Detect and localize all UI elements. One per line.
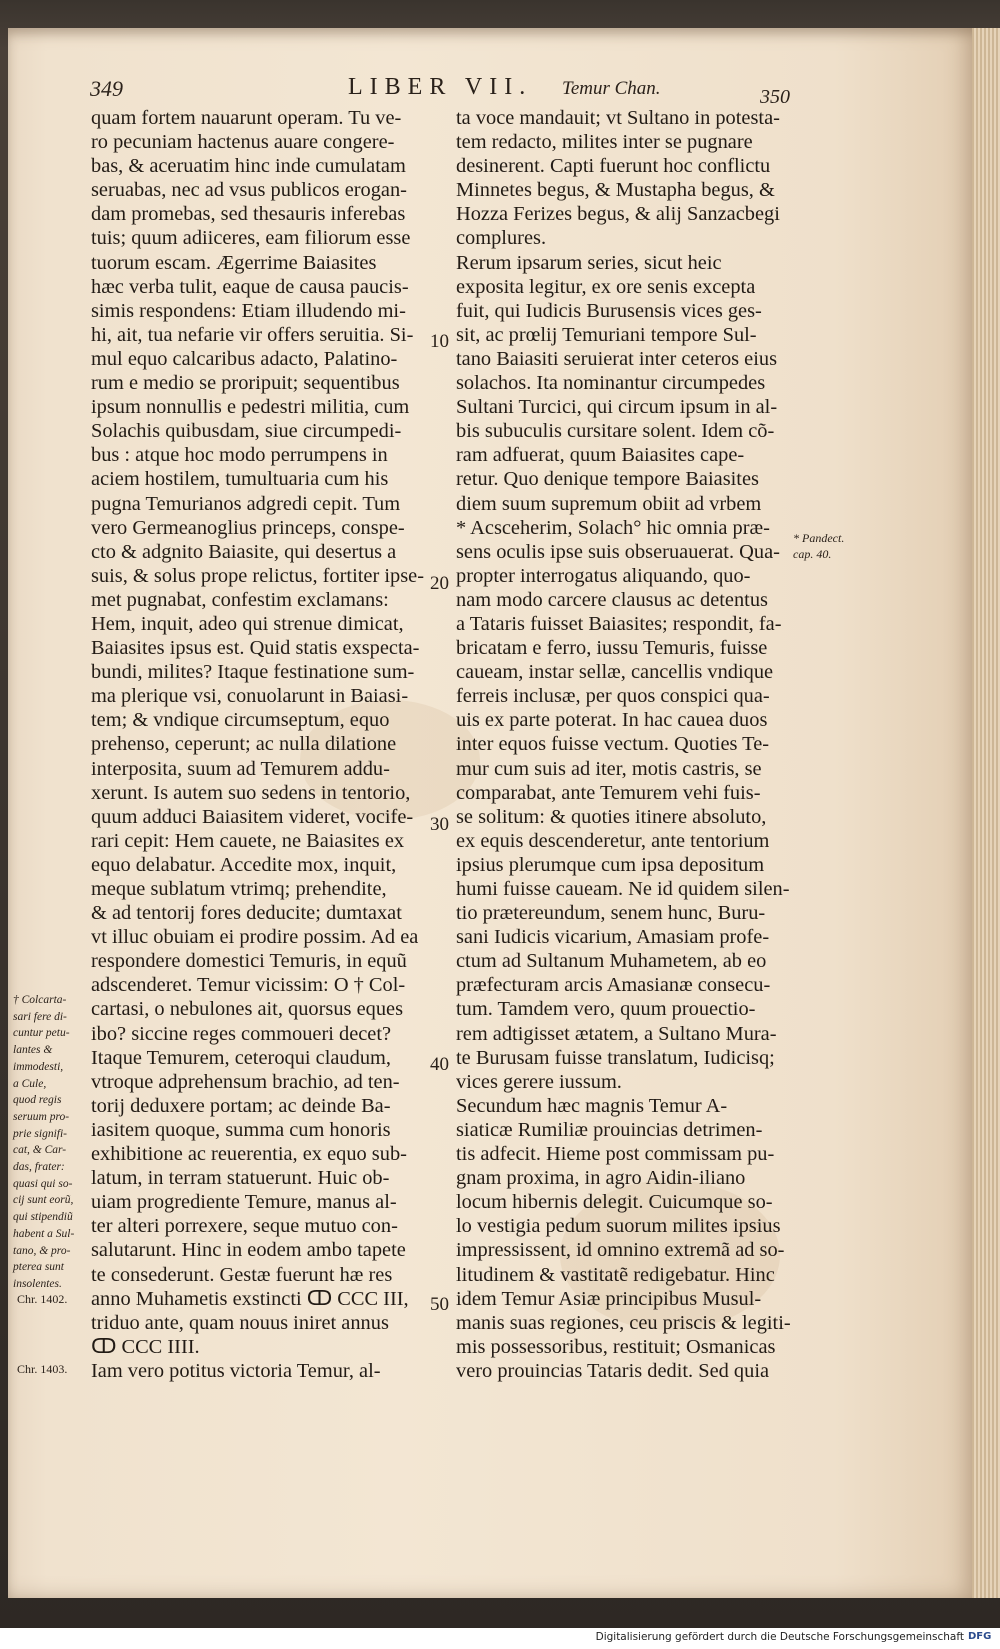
text-line: cto & adgnito Baiasite, qui desertus a xyxy=(91,540,397,563)
text-line: ter alteri porrexere, seque mutuo con- xyxy=(91,1215,398,1238)
line-number: 50 xyxy=(430,1294,449,1315)
text-line: tem; & vndique circumseptum, equo xyxy=(91,709,390,732)
margin-note-line: seruum pro- xyxy=(13,1110,70,1123)
text-line: hæc verba tulit, eaque de causa paucis- xyxy=(91,275,409,298)
chronology-note: Chr. 1402. xyxy=(17,1292,68,1306)
text-line: interposita, suum ad Temurem addu- xyxy=(91,757,390,780)
left-margin-note xyxy=(13,992,75,1293)
margin-note-line: das, frater: xyxy=(13,1161,65,1174)
text-line: adscenderet. Temur vicissim: O † Col- xyxy=(91,974,406,997)
margin-note-line: pterea sunt xyxy=(13,1261,64,1274)
text-line: te Burusam fuisse translatum, Iudicisq; xyxy=(456,1046,775,1069)
page-number-left: 349 xyxy=(90,76,123,101)
text-line: se solitum: & quoties itinere absoluto, xyxy=(456,805,767,828)
text-line: bis subuculis cursitare solent. Idem cõ- xyxy=(456,420,775,443)
text-line: cartasi, o nebulones ait, quorsus eques xyxy=(91,998,404,1021)
text-line: uis ex parte poterat. In hac cauea duos xyxy=(456,709,768,732)
text-line: manis suas regiones, ceu priscis & legiti- xyxy=(456,1311,791,1334)
text-line: seruabas, nec ad vsus publicos erogan- xyxy=(91,179,407,202)
chronology-note: Chr. 1403. xyxy=(17,1362,68,1376)
text-line: fuit, qui Iudicis Burusensis vices ges- xyxy=(456,299,762,322)
line-number: 10 xyxy=(430,331,449,352)
text-line: bas, & aceruatim hinc inde cumulatam xyxy=(91,155,406,178)
margin-note-line: prie signifi- xyxy=(13,1127,67,1140)
left-text-column xyxy=(91,106,431,1383)
text-line: * Acsceherim, Solach° hic omnia præ- xyxy=(456,516,770,539)
text-line: idem Temur Asiæ principibus Musul- xyxy=(456,1287,762,1310)
text-line: bricatam e ferro, iussu Temuris, fuisse xyxy=(456,637,768,660)
text-line: exhibitione ac reuerentia, ex equo sub- xyxy=(91,1143,407,1166)
text-line: ta voce mandauit; vt Sultano in potesta- xyxy=(456,107,780,129)
right-text-column xyxy=(456,106,796,1383)
text-line: Iam vero potitus victoria Temur, al- xyxy=(91,1359,381,1382)
text-line: mis possessoribus, restituit; Osmanicas xyxy=(456,1335,776,1358)
text-line: bundi, milites? Itaque festinatione sum- xyxy=(91,661,415,684)
text-line: ma plerique vsi, conuolarunt in Baiasi- xyxy=(91,685,409,708)
text-line: Rerum ipsarum series, sicut heic xyxy=(456,251,722,274)
text-line: bus : atque hoc modo perrumpens in xyxy=(91,444,388,467)
text-line: pugna Temurianos adgredi cepit. Tum xyxy=(91,492,401,515)
digitization-footer xyxy=(0,1628,1000,1649)
margin-note-line: sari fere di- xyxy=(13,1010,67,1023)
text-line: Hem, inquit, adeo qui strenue dimicat, xyxy=(91,612,404,635)
text-line: vero Germeanoglius princeps, conspe- xyxy=(91,516,405,539)
text-line: respondere domestici Temuris, in equũ xyxy=(91,950,407,973)
text-line: diem suum supremum obiit ad vrbem xyxy=(456,492,762,515)
page-number-right: 350 xyxy=(760,86,790,108)
text-line: Minnetes begus, & Mustapha begus, & xyxy=(456,179,775,202)
text-line: suis, & solus prope relictus, fortiter ipse- xyxy=(91,564,424,587)
text-line: rari cepit: Hem cauete, ne Baiasites ex xyxy=(91,829,405,852)
margin-note-line: cuntur petu- xyxy=(13,1027,70,1040)
text-line: solachos. Ita nominantur circumpedes xyxy=(456,372,766,395)
text-line: ipsum nonnullis e pedestri militia, cum xyxy=(91,396,410,419)
text-line: ex equis descenderetur, ante tentorium xyxy=(456,829,770,852)
text-line: tano Baiasiti seruierat inter ceteros eius xyxy=(456,347,778,370)
text-line: siaticæ Rumiliæ prouincias detrimen- xyxy=(456,1118,763,1141)
text-line: iasitem quoque, summa cum honoris xyxy=(91,1118,391,1141)
text-line: tis adfecit. Hieme post commissam pu- xyxy=(456,1143,775,1166)
text-line: sani Iudicis vicarium, Amasiam profe- xyxy=(456,926,770,949)
text-line: Hozza Ferizes begus, & alij Sanzacbegi xyxy=(456,203,780,226)
text-line: ferreis inclusæ, per quos conspici qua- xyxy=(456,685,770,708)
text-line: met pugnabat, confestim exclamans: xyxy=(91,588,389,611)
text-line: torij deduxere portam; ac deinde Ba- xyxy=(91,1094,391,1117)
text-line: mul equo calcaribus adacto, Palatino- xyxy=(91,347,398,370)
text-line: humi fuisse caueam. Ne id quidem silen- xyxy=(456,878,790,900)
running-header xyxy=(90,66,810,106)
text-line: ro pecuniam hactenus auare congere- xyxy=(91,131,395,154)
text-line: complures. xyxy=(456,227,547,250)
text-line: rum e medio se proripuit; sequentibus xyxy=(91,372,400,395)
text-line: præfecturam arcis Amasianæ consecu- xyxy=(456,974,771,997)
text-line: vt illuc obuiam ei prodire possim. Ad ea xyxy=(91,926,419,949)
text-line: Baiasites ipsus est. Quid statis exspecta- xyxy=(91,637,420,660)
margin-note-line: quod regis xyxy=(13,1094,62,1107)
text-line: ↀ CCC IIII. xyxy=(91,1335,200,1358)
margin-note-line: † Colcarta- xyxy=(13,994,67,1006)
text-line: exposita legitur, ex ore senis excepta xyxy=(456,275,756,298)
margin-note-line: lantes & xyxy=(13,1044,53,1057)
right-margin-note xyxy=(793,530,853,562)
margin-note-line: habent a Sul- xyxy=(13,1227,75,1240)
text-line: simis respondens: Etiam illudendo mi- xyxy=(91,299,406,322)
text-line: a Tataris fuisset Baiasites; respondit, fa- xyxy=(456,612,782,635)
line-number: 30 xyxy=(430,814,449,835)
margin-note-line: cat, & Car- xyxy=(13,1144,67,1157)
text-line: caueam, instar sellæ, cancellis vndique xyxy=(456,661,774,684)
text-line: uiam progrediente Temure, manus al- xyxy=(91,1191,397,1214)
text-line: locum hibernis delegit. Cuicumque so- xyxy=(456,1191,773,1214)
text-line: xerunt. Is autem suo sedens in tentorio, xyxy=(91,781,411,804)
margin-note-line: quasi qui so- xyxy=(13,1177,73,1190)
text-line: sens oculis ipse suis obseruauerat. Qua- xyxy=(456,540,780,563)
text-line: te consederunt. Gestæ fuerunt hæ res xyxy=(91,1263,393,1286)
text-line: salutarunt. Hinc in eodem ambo tapete xyxy=(91,1239,406,1262)
text-line: tem redacto, milites inter se pugnare xyxy=(456,131,753,154)
text-line: vtroque adprehensum brachio, ad ten- xyxy=(91,1070,400,1093)
text-line: tum. Tamdem vero, quum prouectio- xyxy=(456,998,756,1021)
page-edges xyxy=(972,28,1000,1598)
text-line: mur cum suis ad iter, motis castris, se xyxy=(456,757,762,780)
text-line: triduo ante, quam nouus iniret annus xyxy=(91,1311,389,1334)
text-line: ibo? siccine reges commoueri decet? xyxy=(91,1022,392,1045)
text-line: ctum ad Sultanum Muhametem, ab eo xyxy=(456,950,767,973)
text-line: Solachis quibusdam, siue circumpedi- xyxy=(91,420,402,443)
text-line: sit, ac prœlij Temuriani tempore Sul- xyxy=(456,323,757,346)
margin-note-line: cij sunt eorũ, xyxy=(13,1194,74,1207)
text-line: equo delabatur. Accedite mox, inquit, xyxy=(91,853,397,876)
text-line: lo vestigia pedum suorum milites ipsius xyxy=(456,1215,781,1238)
text-line: hi, ait, tua nefarie vir offers seruitia. Si- xyxy=(91,323,414,346)
text-line: aciem hostilem, tumultuaria cum his xyxy=(91,468,389,491)
text-line: quam fortem nauarunt operam. Tu ve- xyxy=(91,107,402,129)
text-line: ipsius plerumque cum ipsa depositum xyxy=(456,853,765,876)
text-line: Secundum hæc magnis Temur A- xyxy=(456,1094,728,1117)
text-line: propter interrogatus aliquando, quo- xyxy=(456,564,751,587)
text-line: Sultani Turcici, qui circum ipsum in al- xyxy=(456,396,778,419)
text-line: dam promebas, sed thesauris inferebas xyxy=(91,203,406,226)
margin-note-line: insolentes. xyxy=(13,1277,62,1290)
text-line: inter equos fuisse vectum. Quoties Te- xyxy=(456,733,770,756)
margin-note-line: immodesti, xyxy=(13,1060,64,1073)
text-line: retur. Quo denique tempore Baiasites xyxy=(456,468,759,491)
text-line: gnam proxima, in agro Aidin-iliano xyxy=(456,1167,746,1190)
text-line: litudinem & vastitatẽ redigebatur. Hinc xyxy=(456,1263,775,1286)
text-line: impressissent, id omnino extremã ad so- xyxy=(456,1239,785,1262)
text-line: nam modo carcere clausus ac detentus xyxy=(456,588,768,611)
text-line: vero prouincias Tataris dedit. Sed quia xyxy=(456,1359,770,1382)
line-number: 40 xyxy=(430,1054,449,1075)
running-title-right: Temur Chan. xyxy=(562,78,661,99)
dfg-logo: DFG xyxy=(968,1631,992,1642)
margin-note-line: a Cule, xyxy=(13,1077,47,1090)
text-line: comparabat, ante Temurem vehi fuis- xyxy=(456,781,761,804)
margin-note-line: cap. 40. xyxy=(793,547,832,561)
text-line: anno Muhametis exstincti ↀ CCC III, xyxy=(91,1287,409,1310)
text-line: desinerent. Capti fuerunt hoc conflictu xyxy=(456,155,771,178)
text-line: vices gerere iussum. xyxy=(456,1070,622,1093)
text-line: meque sublatum vtrimq; prehendite, xyxy=(91,878,387,900)
text-line: Itaque Temurem, ceteroqui claudum, xyxy=(91,1046,391,1069)
text-line: latum, in terram statuerunt. Huic ob- xyxy=(91,1167,390,1190)
text-line: prehenso, ceperunt; ac nulla dilatione xyxy=(91,733,397,756)
text-line: ram adfuerat, quum Baiasites cape- xyxy=(456,444,745,467)
margin-note-line: * Pandect. xyxy=(793,531,845,545)
margin-note-line: qui stipendiũ xyxy=(13,1211,73,1224)
text-line: tuis; quum adiiceres, eam filiorum esse xyxy=(91,227,411,250)
running-title: LIBER VII. xyxy=(348,74,533,100)
line-number: 20 xyxy=(430,573,449,594)
text-line: rem adtigisset ætatem, a Sultano Mura- xyxy=(456,1022,777,1045)
text-line: & ad tentorij fores deducite; dumtaxat xyxy=(91,902,402,925)
margin-note-line: tano, & pro- xyxy=(13,1244,71,1257)
funding-credit: Digitalisierung gefördert durch die Deutsche Forschungsgemeinschaft xyxy=(595,1631,964,1643)
text-line: quum adduci Baiasitem videret, vocife- xyxy=(91,805,414,828)
text-line: tio prætereundum, senem hunc, Buru- xyxy=(456,902,766,925)
text-line: tuorum escam. Ægerrime Baiasites xyxy=(91,251,377,274)
